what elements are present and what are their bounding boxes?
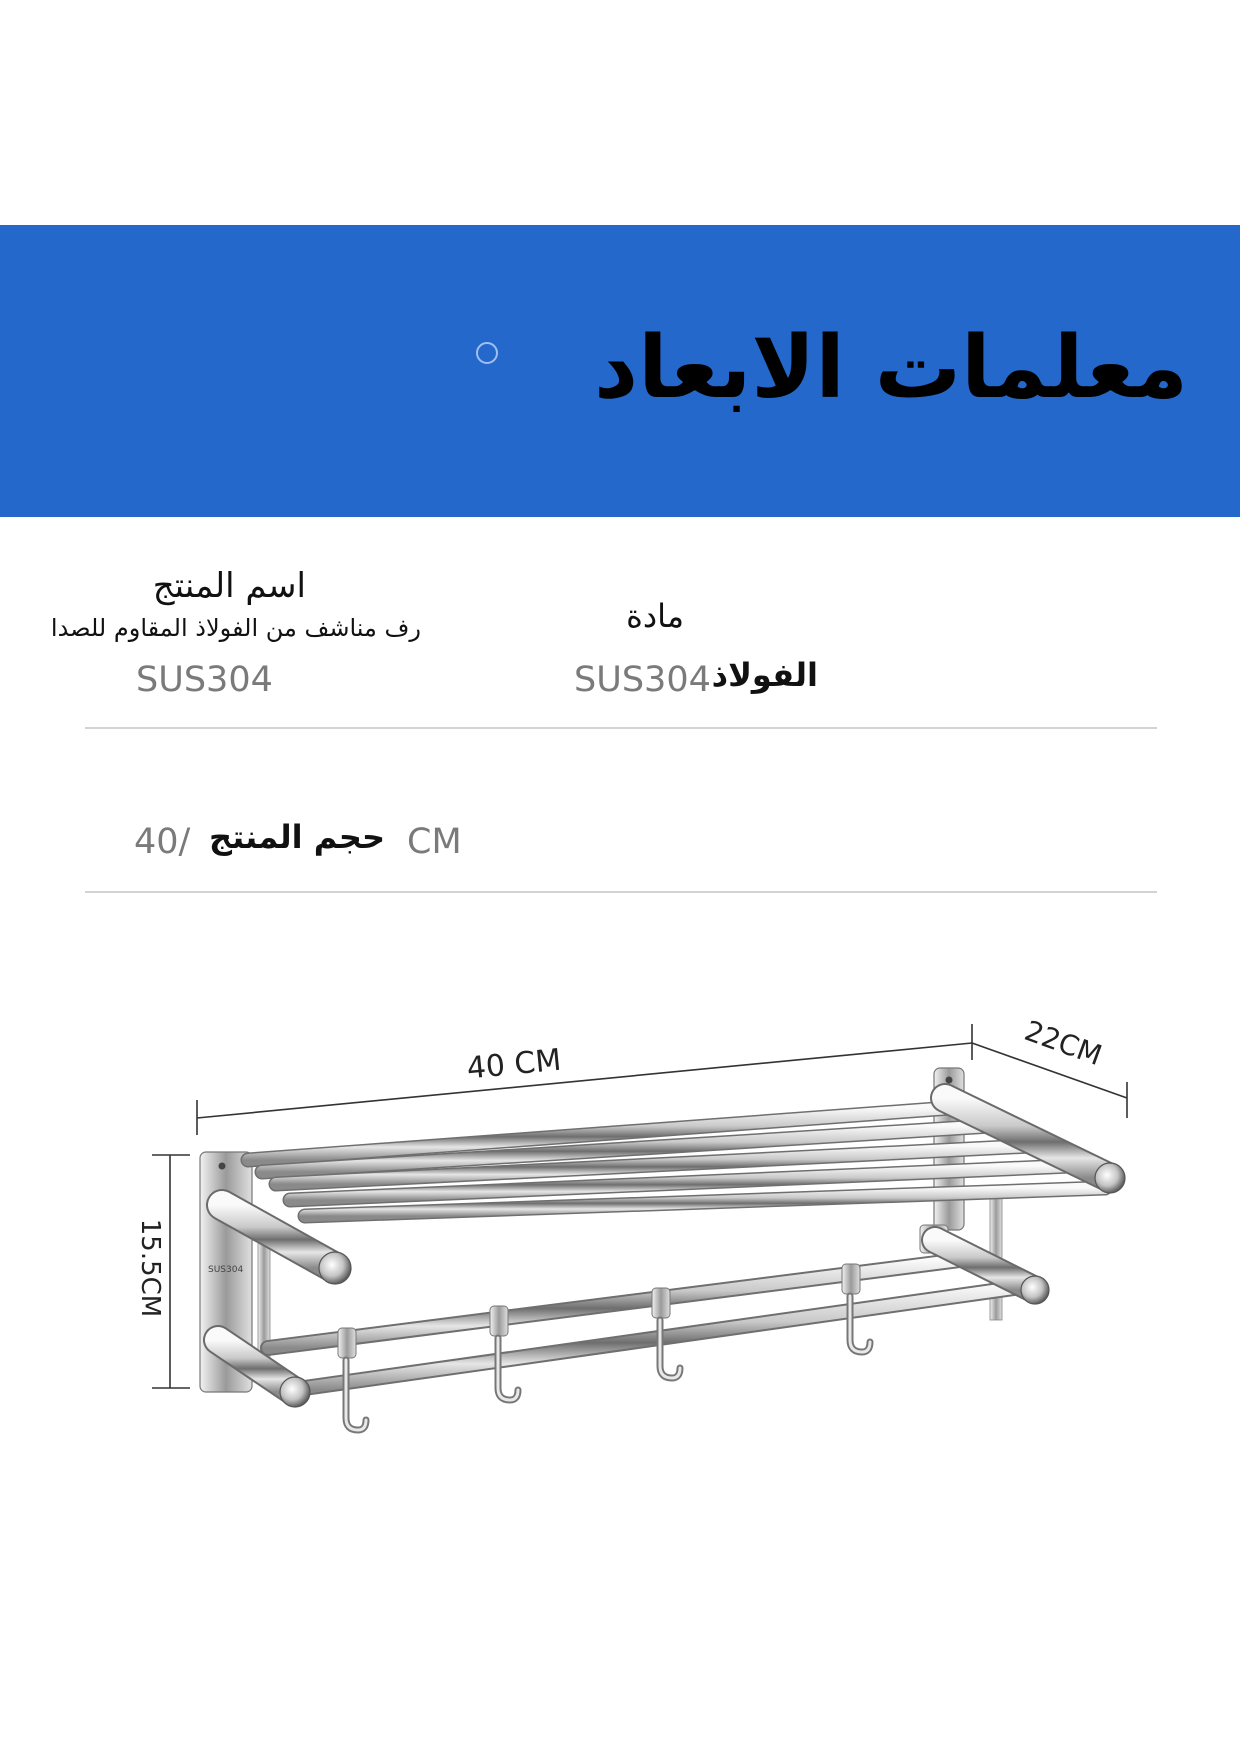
product-name-label: اسم المنتج — [152, 566, 306, 606]
size-number: 40/ — [134, 822, 191, 862]
size-unit: CM — [407, 822, 462, 862]
height-label: 15.5CM — [135, 1218, 165, 1318]
sus-code-left: SUS304 — [136, 660, 273, 700]
material-label: مادة — [626, 597, 684, 635]
sus-code-right: SUS304 — [574, 660, 711, 700]
right-top-cap — [1095, 1163, 1125, 1193]
width-label: 40 CM — [465, 1042, 563, 1087]
lower-towel-bars — [268, 1260, 1035, 1390]
height-dimension — [135, 1155, 190, 1388]
left-lower-cap — [280, 1377, 310, 1407]
depth-label: 22CM — [1020, 1013, 1107, 1073]
depth-dimension — [972, 1014, 1127, 1118]
page-title: معلمات الابعاد — [594, 318, 1188, 418]
left-top-cap — [319, 1252, 351, 1284]
product-name-value: رف مناشف من الفولاذ المقاوم للصدا — [50, 614, 421, 642]
bracket-stamp: SUS304 — [208, 1265, 244, 1275]
right-lower-cap — [1021, 1276, 1049, 1304]
product-size-label: حجم المنتج — [209, 818, 385, 856]
material-value: الفولاذ — [711, 656, 818, 694]
